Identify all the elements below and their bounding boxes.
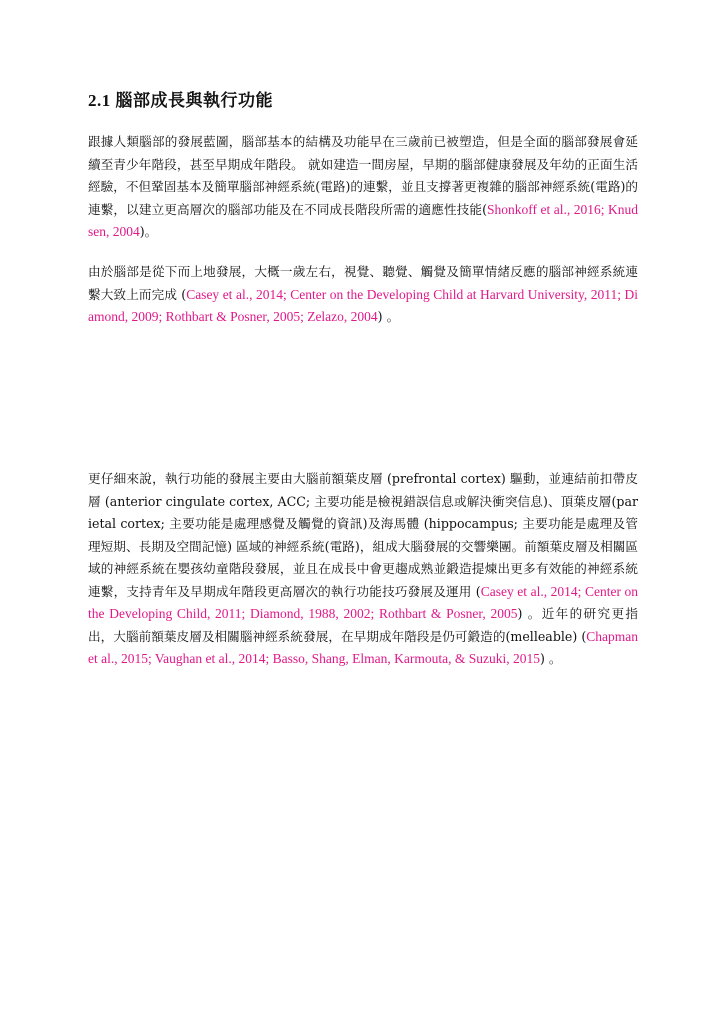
paragraph-text: 跟據人類腦部的發展藍圖，腦部基本的結構及功能早在三歲前已被塑造，但是全面的腦部發展會延續至青少年階段，甚至早期成年階段。 就如建造一間房屋，早期的腦部健康發展及年幼的正面生活經驗，不但鞏固基本及簡單腦部神經系統(電路)的連繫，並且支撐著更複雜的腦部神經系統(電路)的連繫，以建立更高層次的腦部功能及在不同成長階段所需的適應性技能( [88,134,638,217]
section-heading: 2.1 腦部成長與執行功能 [88,91,273,110]
citation: Casey et al., 2014; Center on the Developing Child at Harvard University, 2011; Diamond, 2009; Rothbart & Posner, 2005; Zelazo, 2004 [88,286,639,324]
paragraph-text: )。 [139,224,158,239]
paragraph-text: 更仔細來說，執行功能的發展主要由大腦前額葉皮層 (prefrontal cortex) 驅動，並連結前扣帶皮層 (anterior cingulate cortex, ACC; 主要功能是檢視錯誤信息或解決衝突信息)、頂葉皮層(parietal cortex; 主要功能是處理感覺及觸覺的資訊)及海馬體 (hippocampus; 主要功能是處理及管理短期、長期及空間記憶) 區域的神經系統(電路)，組成大腦發展的交響樂團。前額葉皮層及相關區域的神經系統在嬰孩幼童階段發展，並且在成長中會更趨成熟並鍛造提煉出更多有效能的神經系統連繫，支持青年及早期成年階段更高層次的執行功能技巧發展及運用 ( [88,471,638,599]
citation: Chapman et al., 2015; Vaughan et al., 2014; Basso, Shang, Elman, Karmouta, & Suzuki, 2015 [88,628,638,666]
paragraph-text: ) 。 [377,309,400,324]
paragraph-text: ) 。近年的研究更指出，大腦前額葉皮層及相關腦神經系統發展，在早期成年階段是仍可鍛造的(melleable) ( [88,606,638,644]
paragraph-2 [88,261,638,329]
citation: Shonkoff et al., 2016; Knudsen, 2004 [88,201,638,239]
paragraph-text: ) 。 [539,651,562,666]
paragraph-text: 由於腦部是從下而上地發展，大概一歲左右，視覺、聽覺、觸覺及簡單情緒反應的腦部神經系統連繫大致上而完成 ( [88,264,638,302]
paragraph-1 [88,131,638,244]
citation: Casey et al., 2014; Center on the Developing Child, 2011; Diamond, 1988, 2002; Rothbart & Posner, 2005 [88,583,639,621]
paragraph-3 [88,468,638,671]
